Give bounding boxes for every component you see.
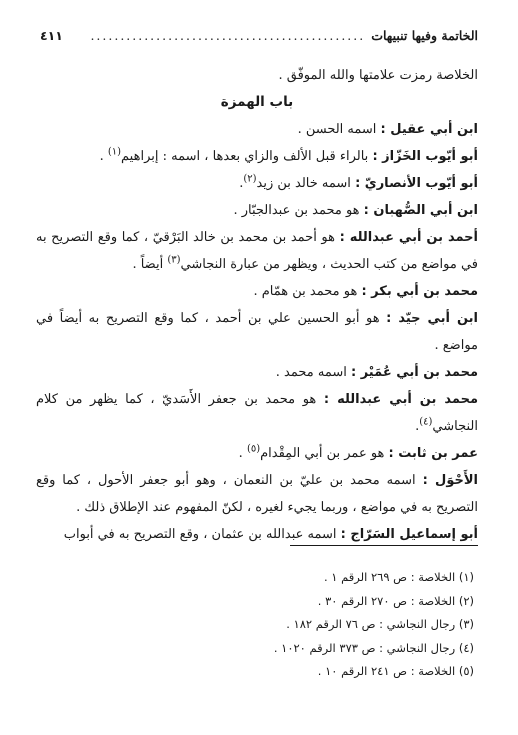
section-title: باب الهمزة [220, 94, 294, 110]
entry [36, 197, 478, 224]
entry-tail: . [415, 419, 420, 434]
entry-text: اسمه عبدالله بن عثمان ، وقع التصريح به في أبواب [63, 527, 341, 542]
leader-dots: .............................................. [90, 27, 366, 43]
entry [36, 386, 478, 440]
entry [36, 305, 478, 359]
footnote: (٤) رجال النجاشي : ص ٣٧٣ الرقم ١٠٢٠ . [273, 640, 474, 655]
page-header [40, 24, 478, 46]
entry-text: هو محمد بن همّام . [253, 284, 362, 299]
footnote-marker: (٢) [243, 173, 257, 185]
entry-text: اسمه الحسن . [297, 122, 381, 137]
running-title: الخاتمة وفيها تنبيهات [371, 27, 478, 43]
entry-text: هو محمد بن عبدالجبّار . [233, 203, 364, 218]
entry [36, 224, 478, 278]
entry [36, 116, 478, 143]
footnote: (٥) الخلاصة : ص ٢٤١ الرقم ١٠ . [317, 664, 474, 678]
entry-headword: محمد بن أبي بكر : [361, 284, 478, 299]
intro-line: الخلاصة رمزت علامتها والله الموفّق . [278, 68, 478, 83]
entry-text: اسمه محمد بن عليّ بن النعمان ، وهو أبو جعفر الأحول ، كما وقع التصريح به في مواضع ، وربما يجيء لغيره ، لكنّ المفهوم عند الإطلاق ذلك . [36, 473, 478, 515]
entry-tail: . [99, 149, 108, 164]
entry-headword: محمد بن أبي عُمَيْر : [350, 365, 478, 380]
footnote: (٢) الخلاصة : ص ٢٧٠ الرقم ٣٠ . [317, 593, 474, 608]
entry-headword: ابن أبي الصُّهبان : [363, 203, 478, 218]
entry [36, 278, 478, 305]
entry [36, 467, 478, 521]
footnotes [40, 566, 474, 684]
entry-headword: أبو أيّوب الخَزّاز : [372, 149, 478, 164]
entry-headword: ابن أبي عقيل : [380, 122, 478, 137]
page-number: ٤١١ [40, 27, 63, 43]
entry-headword: الأَحْوَل : [422, 473, 478, 488]
entry-text: هو أحمد بن محمد بن خالد البَرْقيّ ، كما وقع التصريح به في مواضع من كتب الحديث ، ويظهر من عبارة النجاشي [36, 230, 478, 272]
entry-headword: أحمد بن أبي عبدالله : [339, 230, 478, 245]
footnote-divider [290, 545, 478, 546]
entry-headword: أبو إسماعيل السَرّاج : [340, 527, 478, 542]
entry-text: اسمه خالد بن زيد [256, 176, 356, 191]
footnote-marker: (٥) [246, 443, 261, 455]
footnote-marker: (٤) [419, 416, 433, 428]
entry-text: هو أبو الحسين علي بن أحمد ، كما وقع التصريح به أيضاً في مواضع . [36, 311, 478, 353]
footnote: (٣) رجال النجاشي : ص ٧٦ الرقم ١٨٢ . [286, 617, 474, 631]
entry-headword: ابن أبي جيّد : [386, 311, 478, 326]
entry-text: اسمه محمد . [275, 365, 351, 380]
entry-tail: . [239, 176, 244, 191]
entry [36, 359, 478, 386]
page-body [36, 62, 478, 548]
entry-text: هو عمر بن أبي المِقْدام [260, 446, 389, 461]
entry-headword: أبو أيّوب الأنصاريّ : [355, 176, 478, 191]
entry-tail: . [238, 446, 247, 461]
entry-text: بالراء قبل الألف والزاي بعدها ، اسمه : إبراهيم [121, 149, 373, 164]
footnote: (١) الخلاصة : ص ٢٦٩ الرقم ١ . [323, 570, 474, 584]
entry-text: هو محمد بن جعفر الأَسَديّ ، كما يظهر من كلام النجاشي [36, 392, 478, 434]
entry-headword: محمد بن أبي عبدالله : [323, 392, 478, 407]
entry [36, 440, 478, 467]
footnote-marker: (١) [107, 146, 122, 158]
entry-headword: عمر بن ثابت : [388, 446, 478, 461]
entry [36, 170, 478, 197]
entry [36, 143, 478, 170]
footnote-marker: (٣) [167, 254, 181, 266]
entry-tail: أيضاً . [132, 257, 168, 272]
entry [36, 521, 478, 548]
